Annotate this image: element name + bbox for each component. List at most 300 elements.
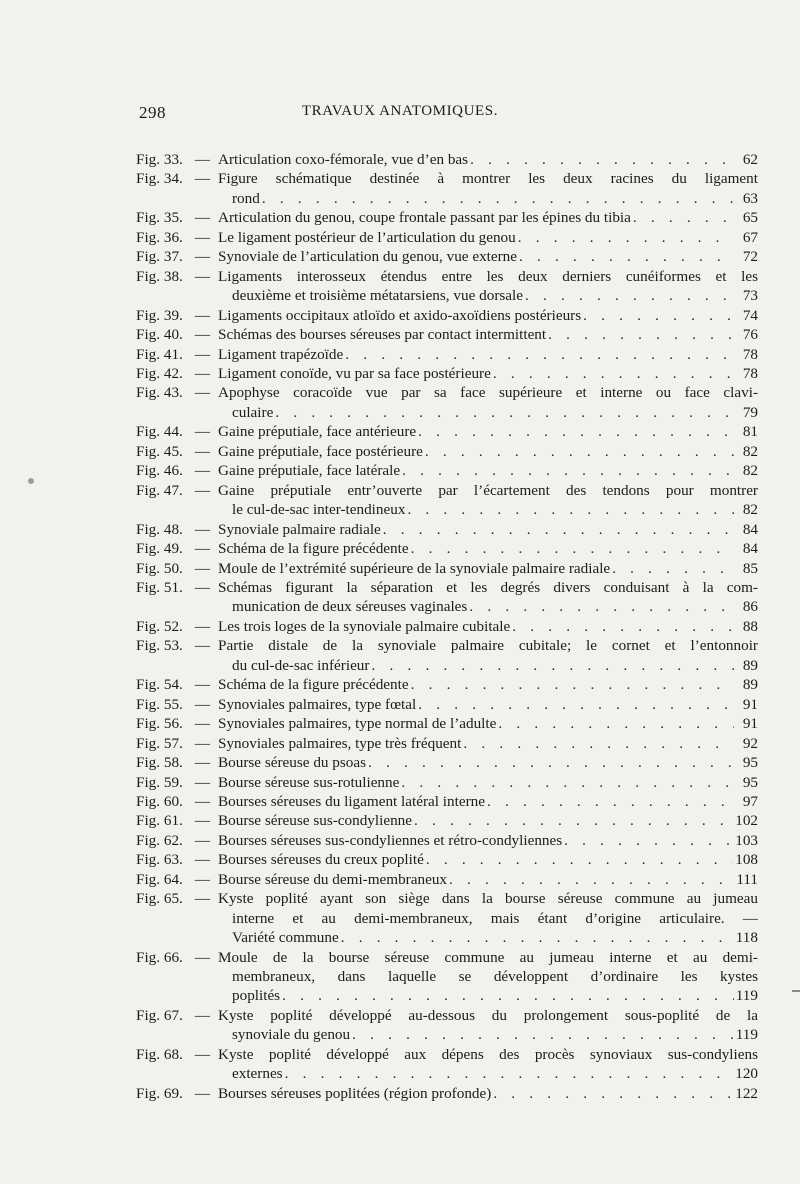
figure-caption <box>218 636 758 675</box>
caption-last-line <box>218 617 758 636</box>
figure-caption <box>218 578 758 617</box>
figure-entry <box>136 773 758 792</box>
caption-text: Bourses séreuses poplitées (région profonde) <box>218 1084 492 1102</box>
caption-last-line <box>218 461 758 480</box>
figure-entry <box>136 617 758 636</box>
figure-number: Fig. 43. <box>136 384 183 402</box>
caption-last-line <box>218 189 758 208</box>
figure-number: Fig. 47. <box>136 481 183 499</box>
caption-text: Gaine préputiale, face antérieure <box>218 423 417 441</box>
edge-mark <box>792 990 800 992</box>
caption-last-line <box>218 228 758 247</box>
page-reference: 103 <box>735 831 758 849</box>
figure-caption <box>218 345 758 364</box>
caption-text: Variété commune <box>232 929 339 947</box>
dot-leader <box>282 986 734 1005</box>
caption-line: membraneux, dans laquelle se développent d’ordinaire les kystes <box>232 968 758 986</box>
caption-text: Bourse séreuse du psoas <box>218 754 367 772</box>
caption-last-line <box>218 247 758 266</box>
entry-dash: — <box>194 870 211 888</box>
figure-number: Fig. 49. <box>136 540 183 558</box>
figure-caption <box>218 169 758 208</box>
dot-leader <box>469 597 734 616</box>
figure-number: Fig. 36. <box>136 228 183 246</box>
figure-entry <box>136 559 758 578</box>
figure-number: Fig. 42. <box>136 364 183 382</box>
caption-last-line <box>218 850 758 869</box>
caption-last-line <box>218 695 758 714</box>
figure-number: Fig. 54. <box>136 676 183 694</box>
entry-dash: — <box>194 364 211 382</box>
figure-entry <box>136 247 758 266</box>
page-reference: 78 <box>742 364 758 382</box>
caption-last-line <box>218 714 758 733</box>
figure-caption <box>218 792 758 811</box>
figure-number: Fig. 60. <box>136 792 183 810</box>
figure-caption <box>218 773 758 792</box>
figure-caption <box>218 734 758 753</box>
caption-last-line <box>218 1064 758 1083</box>
caption-line: Kyste poplité ayant son siège dans la bourse séreuse commune au jumeau <box>218 890 758 908</box>
page-reference: 118 <box>735 929 758 947</box>
caption-text: Ligaments occipitaux atloïdo et axido-axoïdiens postérieurs <box>218 306 582 324</box>
caption-last-line <box>218 675 758 694</box>
entry-dash: — <box>194 559 211 577</box>
dot-leader <box>414 811 733 830</box>
figure-caption <box>218 831 758 850</box>
figure-caption <box>218 442 758 461</box>
figure-number: Fig. 67. <box>136 1006 183 1024</box>
entry-dash: — <box>194 792 211 810</box>
figure-number: Fig. 65. <box>136 890 183 908</box>
caption-line: interne et au demi-membraneux, mais étant d’origine articulaire. — <box>232 909 758 927</box>
figure-number: Fig. 46. <box>136 462 183 480</box>
figure-number: Fig. 59. <box>136 773 183 791</box>
figure-caption <box>218 383 758 422</box>
entry-dash: — <box>194 170 211 188</box>
caption-text: Synoviales palmaires, type très fréquent <box>218 734 462 752</box>
page-reference: 63 <box>742 189 758 207</box>
caption-last-line <box>218 831 758 850</box>
dot-leader <box>371 656 734 675</box>
figure-caption <box>218 870 758 889</box>
figure-entry <box>136 831 758 850</box>
dot-leader <box>564 831 733 850</box>
figure-caption <box>218 520 758 539</box>
running-title: TRAVAUX ANATOMIQUES. <box>301 103 499 119</box>
caption-last-line <box>218 928 758 947</box>
page-reference: 111 <box>736 870 758 888</box>
dot-leader <box>498 714 734 733</box>
entry-dash: — <box>194 306 211 324</box>
figure-caption <box>218 228 758 247</box>
dot-leader <box>425 442 734 461</box>
caption-text: Synoviale de l’articulation du genou, vue externe <box>218 248 518 266</box>
page-reference: 95 <box>742 754 758 772</box>
caption-line: Partie distale de la synoviale palmaire cubitale; le cornet et l’entonnoir <box>218 637 758 655</box>
page-reference: 86 <box>742 598 758 616</box>
figure-number: Fig. 48. <box>136 520 183 538</box>
figure-number: Fig. 37. <box>136 248 183 266</box>
paper-speck <box>28 478 34 484</box>
page-reference: 76 <box>742 326 758 344</box>
figure-entry <box>136 948 758 1006</box>
page-header <box>0 103 800 127</box>
caption-line: Gaine préputiale entr’ouverte par l’écartement des tendons pour montrer <box>218 481 758 499</box>
dot-leader <box>518 228 734 247</box>
entry-dash: — <box>194 734 211 752</box>
figure-caption <box>218 617 758 636</box>
caption-last-line <box>218 559 758 578</box>
entry-dash: — <box>194 851 211 869</box>
caption-text: deuxième et troisième métatarsiens, vue dorsale <box>232 287 523 305</box>
dot-leader <box>525 286 734 305</box>
dot-leader <box>345 345 734 364</box>
figure-entry <box>136 208 758 227</box>
figure-number: Fig. 62. <box>136 831 183 849</box>
dot-leader <box>368 753 734 772</box>
dot-leader <box>285 1064 734 1083</box>
figure-entry <box>136 539 758 558</box>
figure-number: Fig. 33. <box>136 151 183 168</box>
entry-dash: — <box>194 754 211 772</box>
figure-entry <box>136 481 758 520</box>
dot-leader <box>463 734 734 753</box>
dot-leader <box>612 559 734 578</box>
caption-last-line <box>218 986 758 1005</box>
caption-text: Articulation du genou, coupe frontale passant par les épines du tibia <box>218 209 631 227</box>
entry-dash: — <box>194 442 211 460</box>
entry-dash: — <box>194 248 211 266</box>
figure-entry <box>136 325 758 344</box>
page-reference: 122 <box>735 1084 758 1102</box>
figure-caption <box>218 1084 758 1103</box>
caption-text: Moule de l’extrémité supérieure de la synoviale palmaire radiale <box>218 559 611 577</box>
figure-entry <box>136 422 758 441</box>
caption-last-line <box>218 773 758 792</box>
page-reference: 82 <box>742 501 758 519</box>
figure-entry <box>136 1006 758 1045</box>
dot-leader <box>493 1084 733 1103</box>
dot-leader <box>341 928 734 947</box>
dot-leader <box>487 792 734 811</box>
figure-caption <box>218 461 758 480</box>
caption-text: Articulation coxo-fémorale, vue d’en bas <box>218 151 469 168</box>
figure-caption <box>218 150 758 169</box>
caption-last-line <box>218 345 758 364</box>
figure-number: Fig. 51. <box>136 578 183 596</box>
figure-list <box>136 150 758 1103</box>
figure-number: Fig. 38. <box>136 267 183 285</box>
entry-dash: — <box>194 267 211 285</box>
figure-number: Fig. 52. <box>136 617 183 635</box>
figure-entry <box>136 578 758 617</box>
page-reference: 81 <box>742 423 758 441</box>
caption-text: synoviale du genou <box>232 1026 351 1044</box>
page-reference: 72 <box>742 248 758 266</box>
figure-caption <box>218 539 758 558</box>
caption-last-line <box>218 500 758 519</box>
figure-caption <box>218 1006 758 1045</box>
figure-number: Fig. 57. <box>136 734 183 752</box>
figure-number: Fig. 63. <box>136 851 183 869</box>
entry-dash: — <box>194 228 211 246</box>
entry-dash: — <box>194 1006 211 1024</box>
figure-entry <box>136 714 758 733</box>
figure-number: Fig. 45. <box>136 442 183 460</box>
dot-leader <box>633 208 734 227</box>
caption-text: Ligament conoïde, vu par sa face postérieure <box>218 364 491 382</box>
figure-entry <box>136 169 758 208</box>
page-reference: 67 <box>742 228 758 246</box>
dot-leader <box>262 189 734 208</box>
entry-dash: — <box>194 520 211 538</box>
figure-caption <box>218 948 758 1006</box>
figure-entry <box>136 1084 758 1103</box>
page-reference: 89 <box>742 676 758 694</box>
page-reference: 73 <box>742 287 758 305</box>
figure-entry <box>136 636 758 675</box>
dot-leader <box>449 870 734 889</box>
entry-dash: — <box>194 209 211 227</box>
caption-last-line <box>218 753 758 772</box>
page-reference: 91 <box>742 695 758 713</box>
figure-number: Fig. 66. <box>136 948 183 966</box>
dot-leader <box>411 675 734 694</box>
entry-dash: — <box>194 462 211 480</box>
figure-number: Fig. 61. <box>136 812 183 830</box>
caption-text: Schémas des bourses séreuses par contact intermittent <box>218 326 547 344</box>
caption-last-line <box>218 1025 758 1044</box>
page-reference: 92 <box>742 734 758 752</box>
caption-line: Moule de la bourse séreuse commune au jumeau interne et au demi- <box>218 948 758 966</box>
page-reference: 78 <box>742 345 758 363</box>
figure-number: Fig. 35. <box>136 209 183 227</box>
entry-dash: — <box>194 423 211 441</box>
page-reference: 97 <box>742 792 758 810</box>
figure-entry <box>136 675 758 694</box>
entry-dash: — <box>194 151 211 168</box>
page-reference: 119 <box>735 1026 758 1044</box>
caption-last-line <box>218 1084 758 1103</box>
dot-leader <box>383 520 734 539</box>
caption-text: le cul-de-sac inter-tendineux <box>232 501 406 519</box>
caption-text: Gaine préputiale, face latérale <box>218 462 401 480</box>
figure-caption <box>218 208 758 227</box>
caption-line: Ligaments interosseux étendus entre les deux derniers cunéiformes et les <box>218 267 758 285</box>
figure-number: Fig. 56. <box>136 715 183 733</box>
figure-caption <box>218 306 758 325</box>
caption-text: Synoviales palmaires, type fœtal <box>218 695 417 713</box>
caption-last-line <box>218 811 758 830</box>
entry-dash: — <box>194 617 211 635</box>
page-reference: 84 <box>742 540 758 558</box>
figure-entry <box>136 306 758 325</box>
caption-line: Apophyse coracoïde vue par sa face supérieure et interne ou face clavi- <box>218 384 758 402</box>
caption-text: du cul-de-sac inférieur <box>232 656 370 674</box>
caption-text: Bourses séreuses du ligament latéral interne <box>218 792 485 810</box>
caption-last-line <box>218 286 758 305</box>
dot-leader <box>519 247 734 266</box>
dot-leader <box>411 539 734 558</box>
caption-text: poplités <box>232 987 281 1005</box>
caption-text: Bourses séreuses sus-condyliennes et rétro-condyliennes <box>218 831 563 849</box>
dot-leader <box>352 1025 734 1044</box>
figure-entry <box>136 850 758 869</box>
page-reference: 82 <box>742 442 758 460</box>
entry-dash: — <box>194 540 211 558</box>
caption-last-line <box>218 597 758 616</box>
figure-number: Fig. 53. <box>136 637 183 655</box>
page-reference: 65 <box>742 209 758 227</box>
caption-text: rond <box>232 189 260 207</box>
figure-caption <box>218 481 758 520</box>
entry-dash: — <box>194 384 211 402</box>
caption-last-line <box>218 150 758 169</box>
caption-text: munication de deux séreuses vaginales <box>232 598 468 616</box>
page-reference: 89 <box>742 656 758 674</box>
entry-dash: — <box>194 812 211 830</box>
entry-dash: — <box>194 1084 211 1102</box>
entry-dash: — <box>194 948 211 966</box>
figure-caption <box>218 1045 758 1084</box>
caption-line: Schémas figurant la séparation et les degrés divers conduisant à la com- <box>218 578 758 596</box>
caption-last-line <box>218 656 758 675</box>
caption-text: Ligament trapézoïde <box>218 345 344 363</box>
figure-caption <box>218 364 758 383</box>
figure-entry <box>136 1045 758 1084</box>
entry-dash: — <box>194 831 211 849</box>
caption-text: culaire <box>232 403 274 421</box>
figure-number: Fig. 39. <box>136 306 183 324</box>
page-reference: 120 <box>735 1065 758 1083</box>
caption-line: Kyste poplité développé aux dépens des procès synoviaux sus-condyliens <box>218 1045 758 1063</box>
entry-dash: — <box>194 345 211 363</box>
caption-line: Kyste poplité développé au-dessous du prolongement sous-poplité de la <box>218 1006 758 1024</box>
dot-leader <box>470 150 734 169</box>
figure-number: Fig. 64. <box>136 870 183 888</box>
entry-dash: — <box>194 695 211 713</box>
caption-text: Bourse séreuse sus-rotulienne <box>218 773 400 791</box>
caption-last-line <box>218 403 758 422</box>
figure-caption <box>218 559 758 578</box>
dot-leader <box>418 422 734 441</box>
caption-last-line <box>218 364 758 383</box>
caption-text: Bourses séreuses du creux poplité <box>218 851 424 869</box>
caption-text: Les trois loges de la synoviale palmaire cubitale <box>218 617 511 635</box>
figure-caption <box>218 247 758 266</box>
caption-text: Schéma de la figure précédente <box>218 540 409 558</box>
figure-number: Fig. 40. <box>136 326 183 344</box>
figure-entry <box>136 150 758 169</box>
figure-number: Fig. 68. <box>136 1045 183 1063</box>
caption-last-line <box>218 442 758 461</box>
caption-last-line <box>218 520 758 539</box>
figure-caption <box>218 753 758 772</box>
dot-leader <box>275 403 734 422</box>
figure-entry <box>136 345 758 364</box>
figure-caption <box>218 889 758 947</box>
figure-caption <box>218 675 758 694</box>
figure-number: Fig. 69. <box>136 1084 183 1102</box>
page-reference: 74 <box>742 306 758 324</box>
dot-leader <box>583 306 734 325</box>
caption-last-line <box>218 539 758 558</box>
caption-last-line <box>218 792 758 811</box>
entry-dash: — <box>194 481 211 499</box>
caption-text: Gaine préputiale, face postérieure <box>218 442 423 460</box>
figure-number: Fig. 58. <box>136 754 183 772</box>
figure-number: Fig. 55. <box>136 695 183 713</box>
caption-text: externes <box>232 1065 283 1083</box>
dot-leader <box>407 500 734 519</box>
page-reference: 82 <box>742 462 758 480</box>
entry-dash: — <box>194 637 211 655</box>
figure-caption <box>218 714 758 733</box>
page-reference: 85 <box>742 559 758 577</box>
figure-entry <box>136 792 758 811</box>
figure-number: Fig. 41. <box>136 345 183 363</box>
dot-leader <box>548 325 734 344</box>
figure-number: Fig. 34. <box>136 170 183 188</box>
dot-leader <box>512 617 734 636</box>
entry-dash: — <box>194 676 211 694</box>
caption-text: Bourse séreuse du demi-membraneux <box>218 870 448 888</box>
dot-leader <box>426 850 733 869</box>
figure-caption <box>218 850 758 869</box>
figure-entry <box>136 870 758 889</box>
page-reference: 91 <box>742 715 758 733</box>
page-reference: 119 <box>735 987 758 1005</box>
figure-entry <box>136 383 758 422</box>
page-reference: 62 <box>742 151 758 168</box>
entry-dash: — <box>194 578 211 596</box>
page-number: 298 <box>139 103 166 122</box>
dot-leader <box>418 695 734 714</box>
page-reference: 102 <box>735 812 758 830</box>
caption-last-line <box>218 208 758 227</box>
figure-number: Fig. 50. <box>136 559 183 577</box>
caption-last-line <box>218 422 758 441</box>
figure-entry <box>136 811 758 830</box>
caption-text: Le ligament postérieur de l’articulation du genou <box>218 228 516 246</box>
figure-caption <box>218 695 758 714</box>
caption-text: Synoviale palmaire radiale <box>218 520 381 538</box>
figure-entry <box>136 520 758 539</box>
figure-entry <box>136 461 758 480</box>
figure-entry <box>136 267 758 306</box>
figure-entry <box>136 695 758 714</box>
figure-entry <box>136 228 758 247</box>
entry-dash: — <box>194 1045 211 1063</box>
figure-entry <box>136 734 758 753</box>
figure-caption <box>218 811 758 830</box>
figure-number: Fig. 44. <box>136 423 183 441</box>
caption-last-line <box>218 734 758 753</box>
caption-last-line <box>218 306 758 325</box>
entry-dash: — <box>194 890 211 908</box>
page-reference: 108 <box>735 851 758 869</box>
entry-dash: — <box>194 715 211 733</box>
figure-entry <box>136 442 758 461</box>
page-reference: 88 <box>742 617 758 635</box>
dot-leader <box>402 461 734 480</box>
page-reference: 79 <box>742 403 758 421</box>
entry-dash: — <box>194 773 211 791</box>
page-reference: 95 <box>742 773 758 791</box>
figure-caption <box>218 422 758 441</box>
dot-leader <box>493 364 734 383</box>
